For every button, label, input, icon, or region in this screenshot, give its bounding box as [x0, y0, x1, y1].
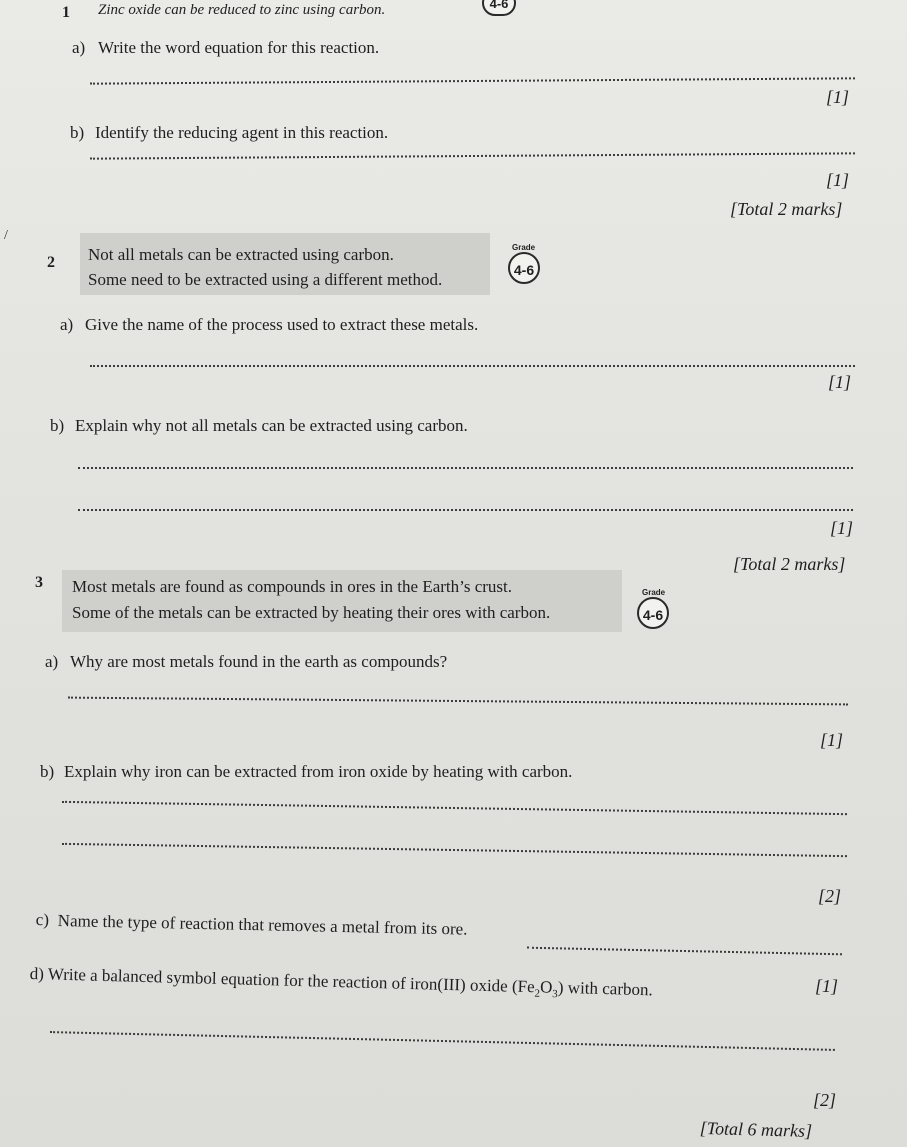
q2a-label: a) — [60, 315, 74, 334]
q3b-label: b) — [40, 762, 55, 781]
q3d-text-after: ) with carbon. — [557, 977, 654, 1000]
q2b-label: b) — [50, 416, 65, 435]
q2-grade-badge: 4-6 — [508, 252, 540, 284]
q2b-answer-line-2[interactable] — [78, 509, 853, 511]
q3b-text: Explain why iron can be extracted from iron oxide by heating with carbon. — [64, 762, 573, 781]
q1-number: 1 — [62, 4, 70, 21]
q1-stem: Zinc oxide can be reduced to zinc using carbon. — [98, 2, 386, 18]
q3-total: [Total 6 marks] — [699, 1118, 813, 1141]
q3c-answer-line[interactable] — [527, 947, 842, 956]
q2a-answer-line[interactable] — [90, 365, 855, 367]
q1-grade-badge: 4-6 — [482, 0, 516, 16]
q3a-label: a) — [45, 652, 59, 671]
q3d-question — [29, 964, 653, 1003]
q3c-mark: [1] — [815, 976, 839, 996]
q3d-sub1: 2 — [534, 987, 541, 1000]
q3d-label: d) — [29, 964, 45, 984]
q1a-label: a) — [72, 38, 86, 57]
q2-grade-label: Grade — [512, 243, 536, 252]
q2-stem-line2: Some need to be extracted using a different method. — [88, 270, 443, 289]
q3d-answer-line[interactable] — [50, 1031, 835, 1051]
q2-stem-line1: Not all metals can be extracted using carbon. — [88, 245, 394, 264]
q3a-mark: [1] — [820, 730, 844, 750]
margin-mark: / — [4, 228, 8, 243]
q3-grade-label: Grade — [642, 588, 666, 597]
q3-stem-line2: Some of the metals can be extracted by heating their ores with carbon. — [72, 603, 551, 622]
q2-total: [Total 2 marks] — [733, 554, 846, 574]
q1a-mark: [1] — [826, 87, 850, 107]
q3b-answer-line-2[interactable] — [62, 843, 847, 857]
q1b-mark: [1] — [826, 170, 850, 190]
q1a-answer-line[interactable] — [90, 77, 855, 84]
q3d-mark: [2] — [813, 1090, 837, 1110]
q3d-mid: O — [539, 977, 553, 997]
q2a-text: Give the name of the process used to extract these metals. — [85, 315, 479, 334]
q2b-answer-line-1[interactable] — [78, 467, 853, 469]
q3b-answer-line-1[interactable] — [62, 801, 847, 815]
q1b-answer-line[interactable] — [90, 152, 855, 159]
q1b-text: Identify the reducing agent in this reaction. — [95, 123, 389, 142]
q1a-text: Write the word equation for this reaction. — [98, 38, 380, 57]
q1b-label: b) — [70, 123, 85, 142]
q3d-text-before: Write a balanced symbol equation for the reaction of iron(III) oxide (Fe — [47, 964, 535, 997]
q2a-mark: [1] — [828, 372, 852, 392]
q3b-mark: [2] — [818, 886, 842, 906]
q3c-label: c) — [35, 910, 50, 930]
q3a-answer-line[interactable] — [68, 697, 848, 706]
q3-number: 3 — [35, 574, 43, 591]
q3d-sub2: 3 — [552, 988, 558, 1001]
q2b-text: Explain why not all metals can be extracted using carbon. — [75, 416, 468, 435]
q3a-text: Why are most metals found in the earth as compounds? — [70, 652, 448, 671]
q2b-mark: [1] — [830, 518, 854, 538]
q3-stem-line1: Most metals are found as compounds in ores in the Earth’s crust. — [72, 577, 513, 596]
q2-number: 2 — [47, 254, 55, 271]
q3c-text: Name the type of reaction that removes a metal from its ore. — [57, 911, 468, 939]
q1-total: [Total 2 marks] — [730, 199, 843, 219]
q3-grade-badge: 4-6 — [637, 597, 669, 629]
